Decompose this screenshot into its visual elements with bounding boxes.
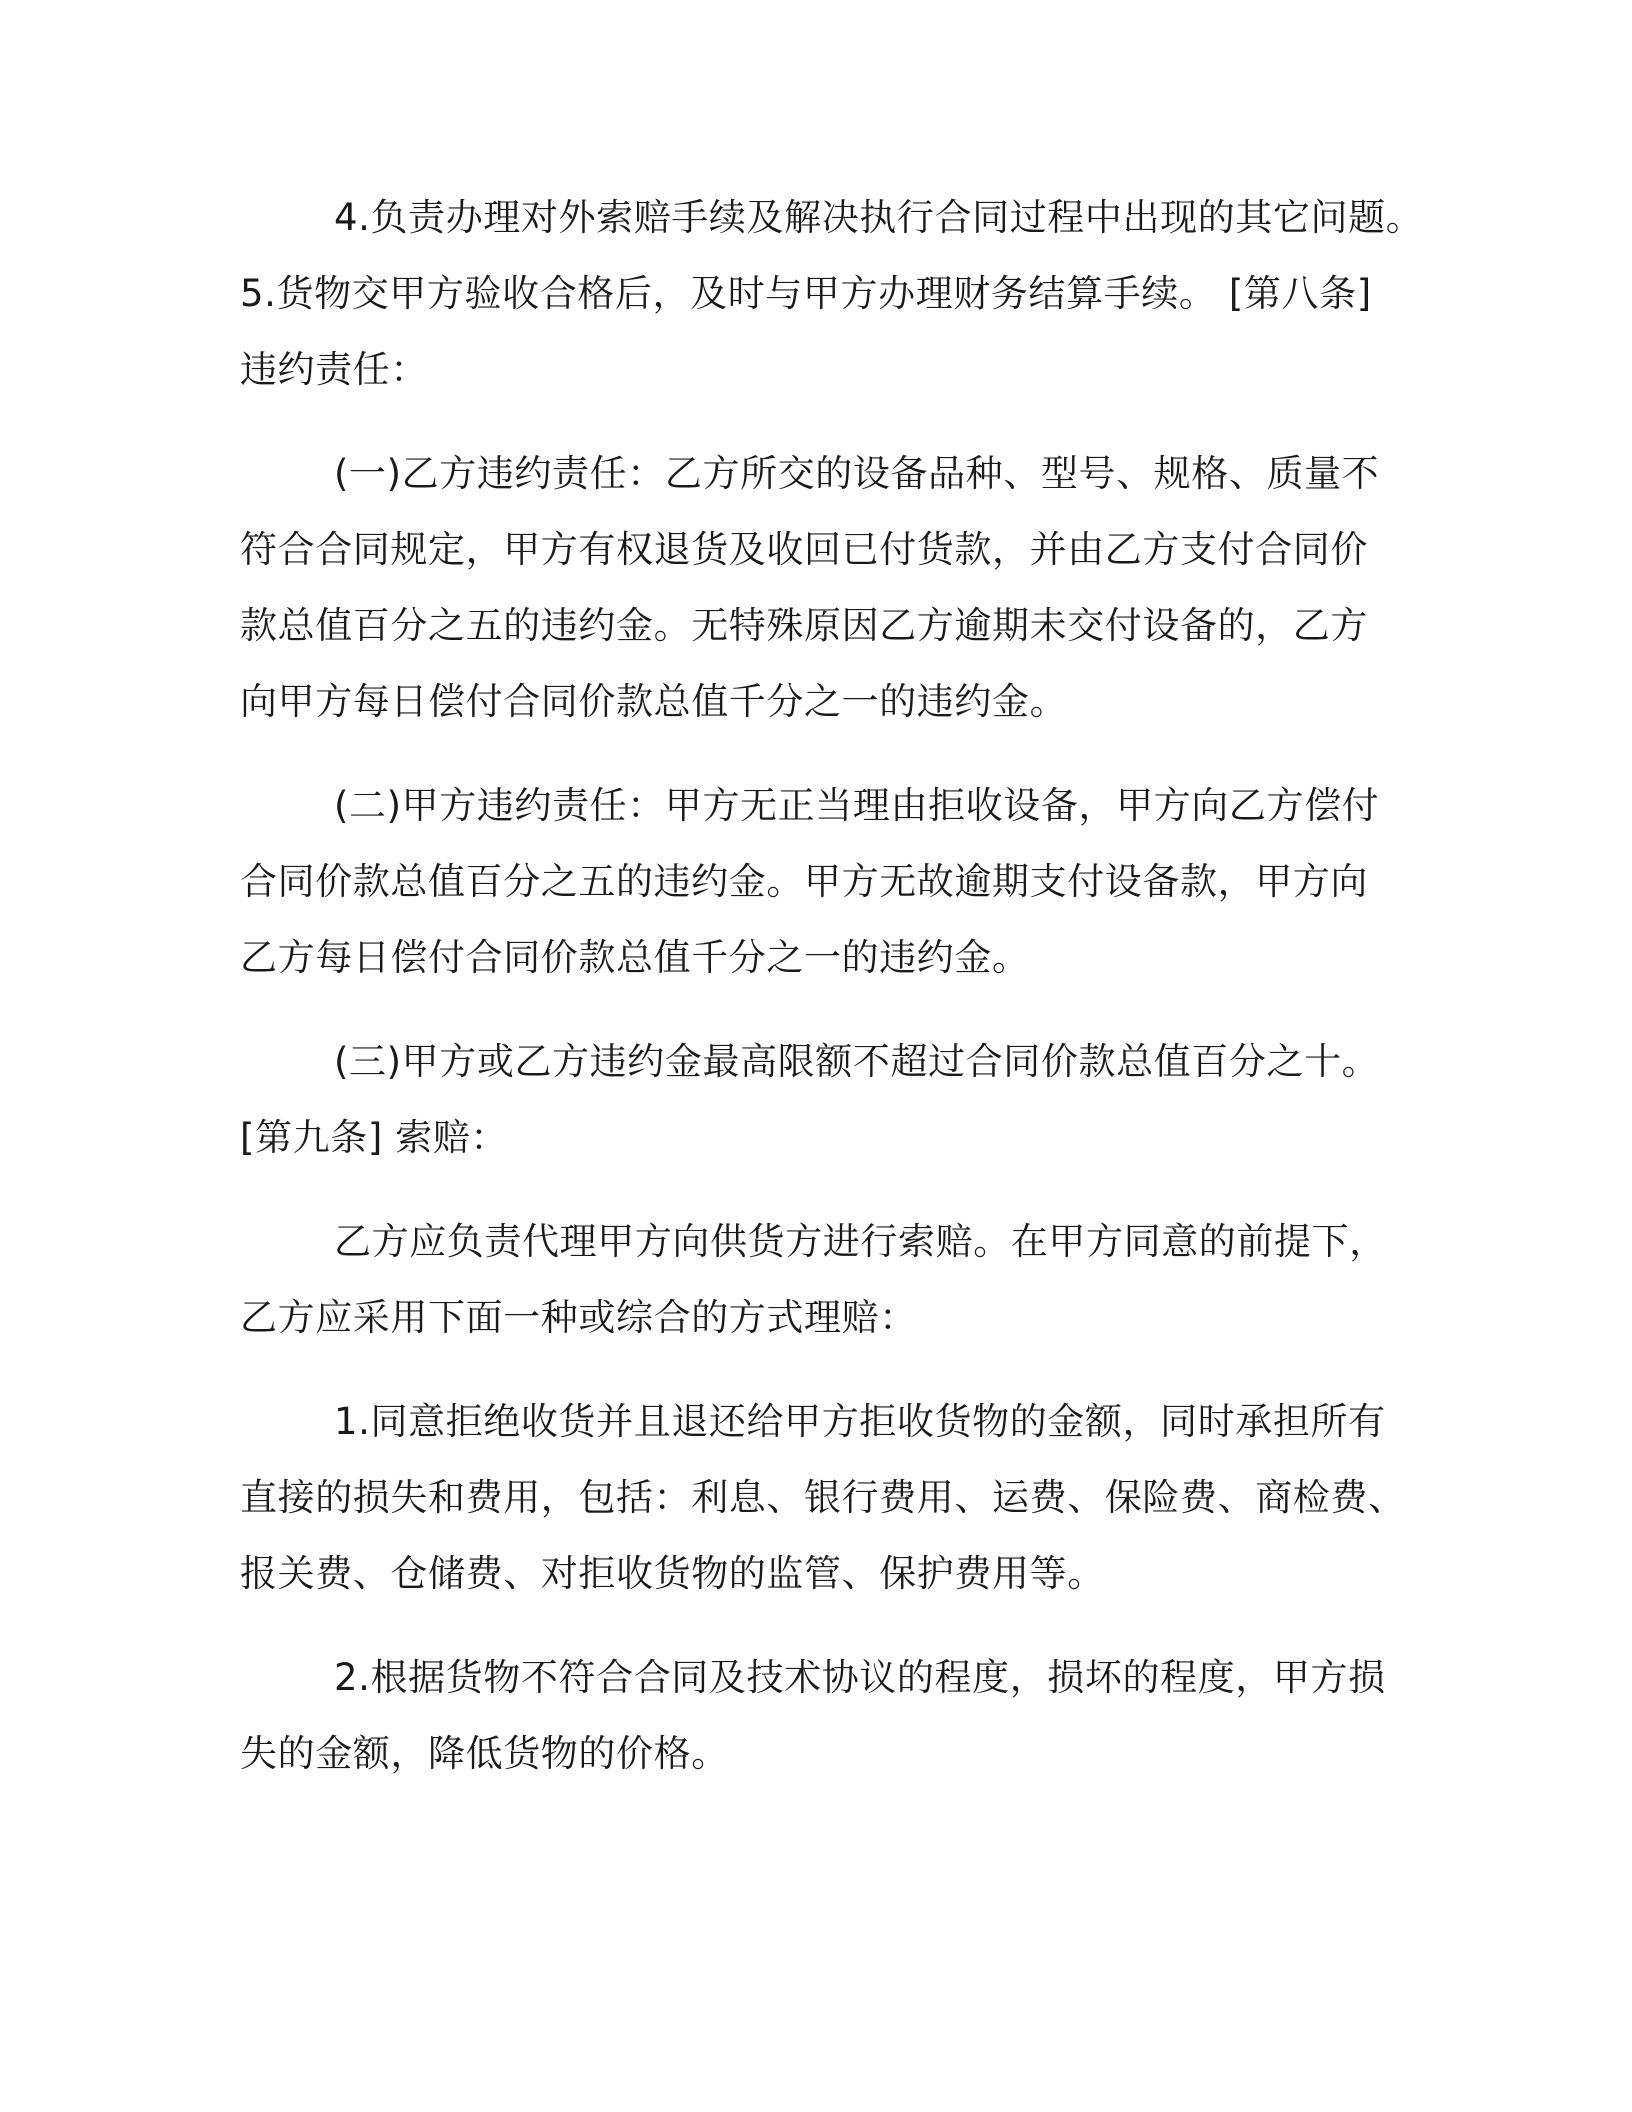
text-line: 5.货物交甲方验收合格后，及时与甲方办理财务结算手续。 [第八条] — [240, 272, 1372, 315]
text-line: 1.同意拒绝收货并且退还给甲方拒收货物的金额，同时承担所有 — [334, 1400, 1386, 1443]
text-line: (三)甲方或乙方违约金最高限额不超过合同价款总值百分之十。 — [334, 1040, 1380, 1083]
text-line: 2.根据货物不符合合同及技术协议的程度，损坏的程度，甲方损 — [334, 1656, 1386, 1699]
text-line: 报关费、仓储费、对拒收货物的监管、保护费用等。 — [240, 1552, 1105, 1595]
text-line: 向甲方每日偿付合同价款总值千分之一的违约金。 — [240, 680, 1068, 723]
text-line: 乙方应采用下面一种或综合的方式理赔： — [240, 1296, 917, 1339]
text-line: 款总值百分之五的违约金。无特殊原因乙方逾期未交付设备的，乙方 — [240, 604, 1368, 647]
text-line: 失的金额，降低货物的价格。 — [240, 1732, 729, 1775]
text-line: (一)乙方违约责任：乙方所交的设备品种、型号、规格、质量不 — [334, 452, 1380, 495]
text-line: 乙方每日偿付合同价款总值千分之一的违约金。 — [240, 936, 1030, 979]
text-line: 直接的损失和费用，包括：利息、银行费用、运费、保险费、商检费、 — [240, 1476, 1406, 1519]
text-line: 合同价款总值百分之五的违约金。甲方无故逾期支付设备款，甲方向 — [240, 860, 1368, 903]
text-line: 乙方应负责代理甲方向供货方进行索赔。在甲方同意的前提下， — [334, 1220, 1387, 1263]
text-line: (二)甲方违约责任：甲方无正当理由拒收设备，甲方向乙方偿付 — [334, 784, 1380, 827]
text-line: [第九条] 索赔： — [240, 1116, 509, 1159]
text-line: 4.负责办理对外索赔手续及解决执行合同过程中出现的其它问题。 — [334, 196, 1424, 239]
text-line: 符合合同规定，甲方有权退货及收回已付货款，并由乙方支付合同价 — [240, 528, 1368, 571]
text-line: 违约责任： — [240, 348, 428, 391]
